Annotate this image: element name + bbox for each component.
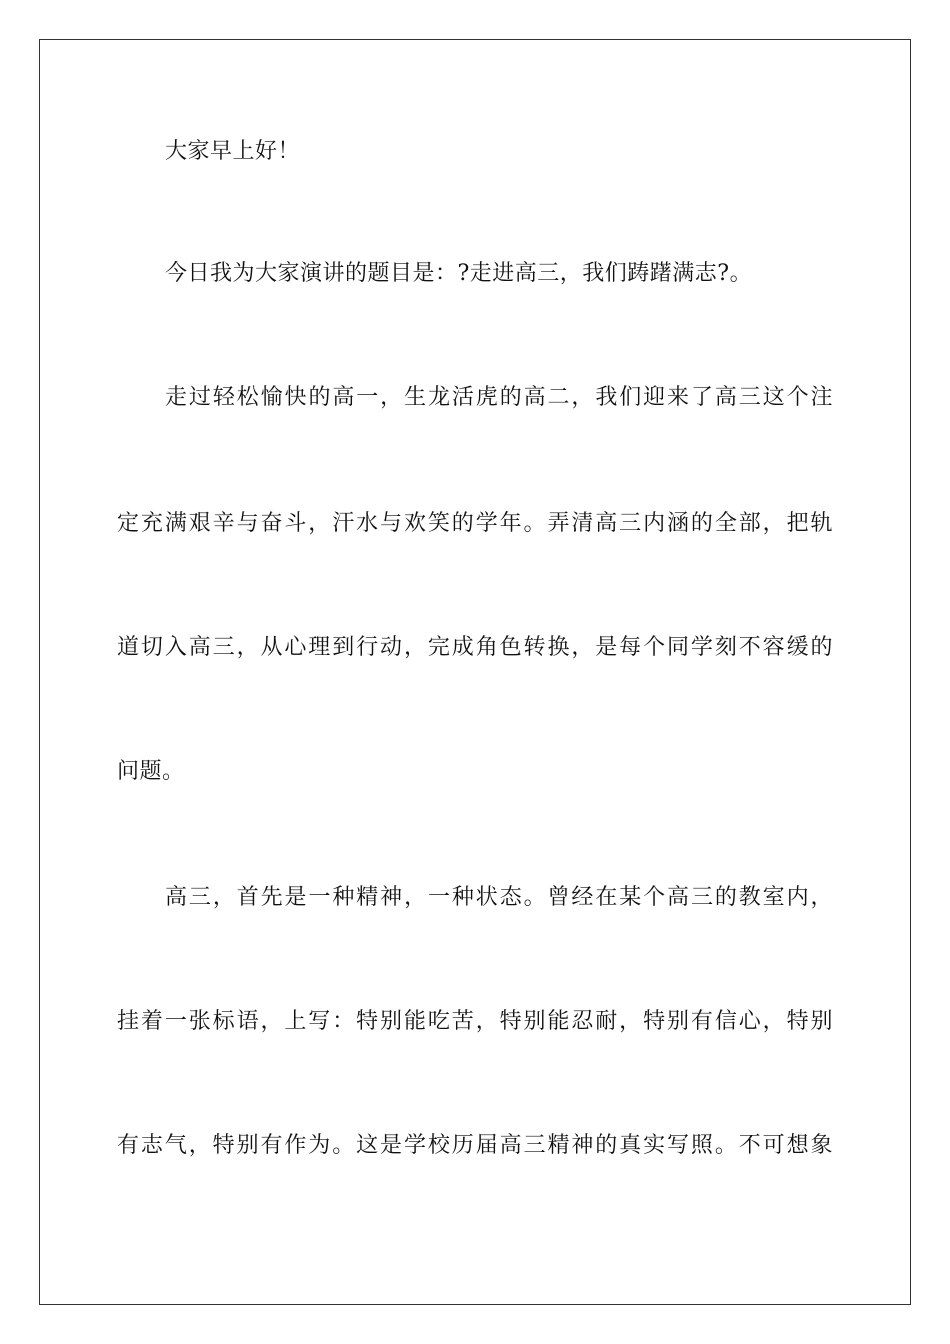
text-line-5: 道切入高三，从心理到行动，完成角色转换，是每个同学刻不容缓的 [117,635,833,660]
text-line-9: 有志气，特别有作为。这是学校历届高三精神的真实写照。不可想象 [117,1133,833,1158]
text-line-7: 高三，首先是一种精神，一种状态。曾经在某个高三的教室内， [165,885,833,910]
text-line-greeting: 大家早上好！ [165,139,301,164]
page-border [39,39,911,1305]
text-line-6: 问题。 [117,759,185,784]
text-line-4: 定充满艰辛与奋斗，汗水与欢笑的学年。弄清高三内涵的全部，把轨 [117,511,833,536]
text-line-topic: 今日我为大家演讲的题目是：?走进高三，我们踌躇满志?。 [165,261,753,286]
text-line-3: 走过轻松愉快的高一，生龙活虎的高二，我们迎来了高三这个注 [165,385,833,410]
text-line-8: 挂着一张标语，上写：特别能吃苦，特别能忍耐，特别有信心，特别 [117,1009,833,1034]
